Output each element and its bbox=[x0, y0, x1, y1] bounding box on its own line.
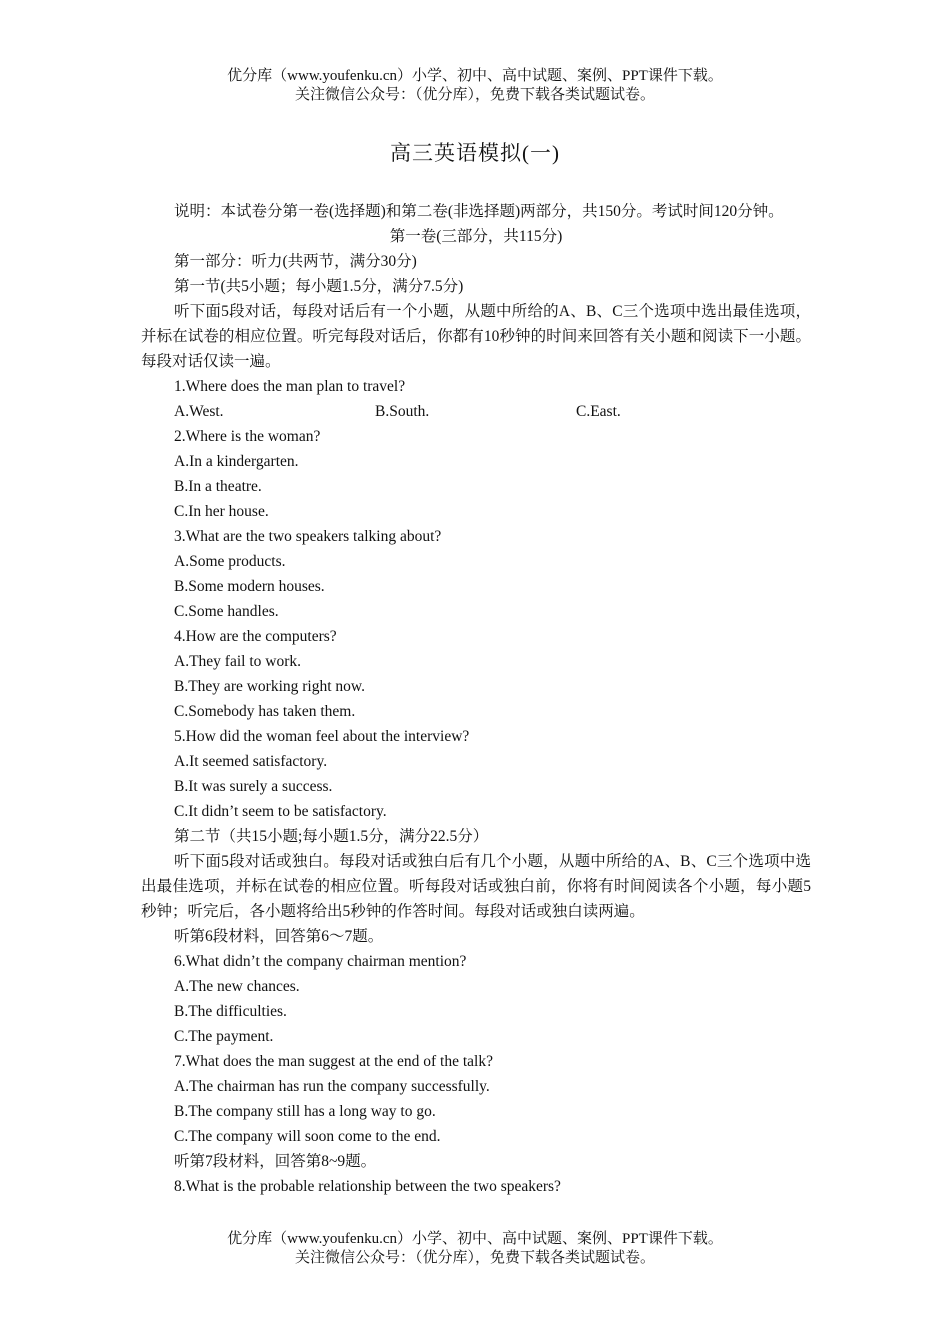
part-heading: 第一部分：听力(共两节，满分30分) bbox=[174, 253, 417, 270]
option-c: C.Some handles. bbox=[174, 603, 279, 620]
footer-line-1: 优分库（www.youfenku.cn）小学、初中、高中试题、案例、PPT课件下载。 bbox=[227, 1231, 723, 1247]
option-a: A.It seemed satisfactory. bbox=[174, 753, 328, 770]
document-body bbox=[141, 199, 811, 1199]
option-a: A.West. bbox=[174, 403, 224, 420]
option-b: B.South. bbox=[375, 403, 430, 420]
question-4: 4.How are the computers? bbox=[174, 628, 337, 645]
page-header bbox=[0, 67, 950, 105]
option-c: C.East. bbox=[576, 403, 621, 420]
footer-line-2: 关注微信公众号：（优分库），免费下载各类试题试卷。 bbox=[294, 1250, 655, 1266]
question-8: 8.What is the probable relationship between the two speakers? bbox=[174, 1178, 561, 1195]
option-c: C.It didn’t seem to be satisfactory. bbox=[174, 803, 387, 820]
option-a: A.In a kindergarten. bbox=[174, 453, 299, 470]
option-b: B.Some modern houses. bbox=[174, 578, 325, 595]
option-b: B.In a theatre. bbox=[174, 478, 262, 495]
document-title: 高三英语模拟(一) bbox=[390, 141, 560, 165]
option-c: C.Somebody has taken them. bbox=[174, 703, 356, 720]
section2-heading: 第二节（共15小题;每小题1.5分，满分22.5分） bbox=[174, 828, 489, 845]
option-c: C.In her house. bbox=[174, 503, 269, 520]
material-7-heading: 听第7段材料，回答第8~9题。 bbox=[174, 1153, 377, 1170]
header-line-2: 关注微信公众号：（优分库），免费下载各类试题试卷。 bbox=[294, 87, 655, 103]
header-line-1: 优分库（www.youfenku.cn）小学、初中、高中试题、案例、PPT课件下载。 bbox=[227, 68, 723, 84]
option-a: A.The new chances. bbox=[174, 978, 300, 995]
section1-heading: 第一节(共5小题；每小题1.5分，满分7.5分) bbox=[174, 278, 464, 295]
question-5: 5.How did the woman feel about the interview? bbox=[174, 728, 470, 745]
question-7: 7.What does the man suggest at the end of the talk? bbox=[174, 1053, 493, 1070]
option-b: B.It was surely a success. bbox=[174, 778, 333, 795]
option-a: A.Some products. bbox=[174, 553, 286, 570]
option-a: A.The chairman has run the company successfully. bbox=[174, 1078, 490, 1095]
option-b: B.The company still has a long way to go. bbox=[174, 1103, 436, 1120]
question-3: 3.What are the two speakers talking about? bbox=[174, 528, 442, 545]
volume-heading: 第一卷(三部分，共115分) bbox=[389, 228, 563, 245]
question-1: 1.Where does the man plan to travel? bbox=[174, 378, 406, 395]
section2-instructions: 听下面5段对话或独白。每段对话或独白后有几个小题，从题中所给的A、B、C三个选项中选出最佳选项，并标在试卷的相应位置。听每段对话或独白前，你将有时间阅读各个小题，每小题5秒钟；听完后，各小题将给出5秒钟的作答时间。每段对话或独白读两遍。 bbox=[141, 853, 811, 920]
question-1-options bbox=[141, 399, 811, 424]
option-c: C.The payment. bbox=[174, 1028, 274, 1045]
option-b: B.The difficulties. bbox=[174, 1003, 287, 1020]
option-a: A.They fail to work. bbox=[174, 653, 301, 670]
section1-instructions: 听下面5段对话，每段对话后有一个小题，从题中所给的A、B、C三个选项中选出最佳选项，并标在试卷的相应位置。听完每段对话后，你都有10秒钟的时间来回答有关小题和阅读下一小题。每段对话仅读一遍。 bbox=[141, 303, 811, 370]
material-6-heading: 听第6段材料，回答第6～7题。 bbox=[174, 928, 384, 945]
question-2: 2.Where is the woman? bbox=[174, 428, 321, 445]
page-footer bbox=[0, 1230, 950, 1268]
option-b: B.They are working right now. bbox=[174, 678, 365, 695]
question-6: 6.What didn’t the company chairman mention? bbox=[174, 953, 467, 970]
intro-text: 说明：本试卷分第一卷(选择题)和第二卷(非选择题)两部分，共150分。考试时间120分钟。 bbox=[174, 203, 784, 220]
option-c: C.The company will soon come to the end. bbox=[174, 1128, 441, 1145]
